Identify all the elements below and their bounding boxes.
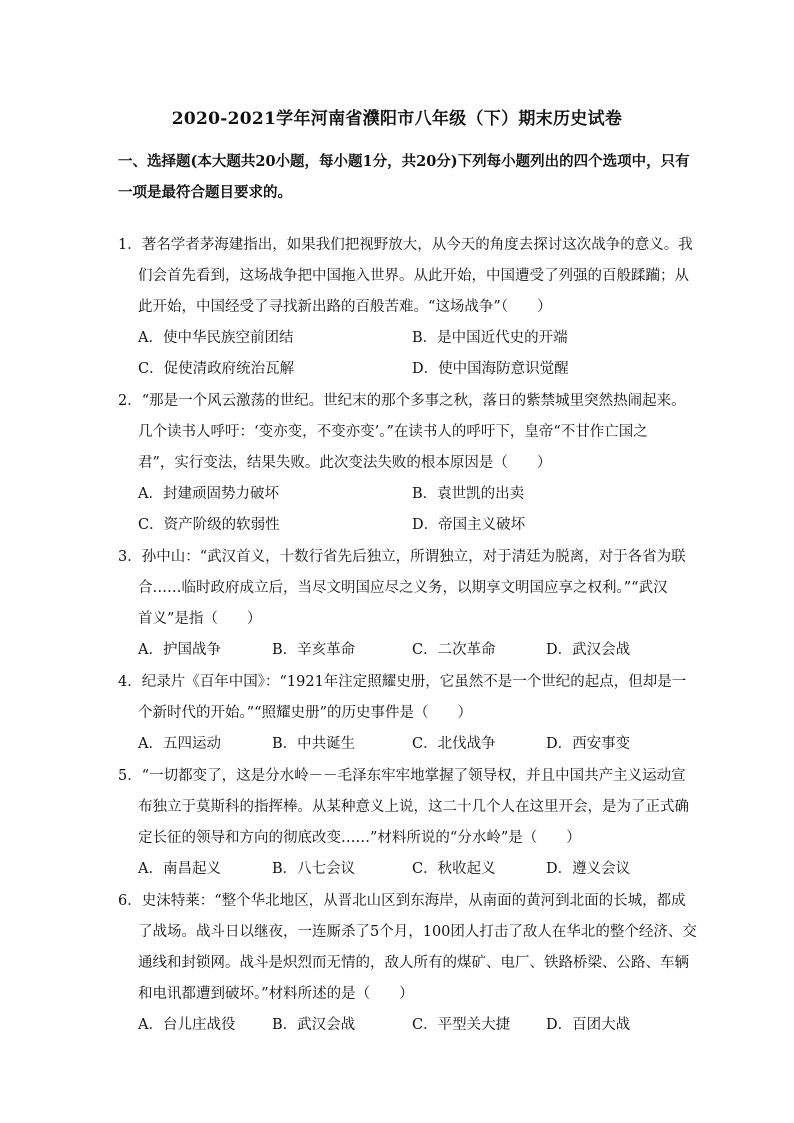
- question-5-option-b[interactable]: B．八七会议: [272, 861, 356, 877]
- question-6-line-1: 6．史沫特莱：“整个华北地区，从晋北山区到东海岸，从南面的黄河到北面的长城，都成: [118, 893, 686, 909]
- question-4-line-2: 个新时代的开始。”“照耀史册”的历史事件是（ ）: [138, 705, 472, 721]
- section-heading: [118, 146, 690, 208]
- question-5-option-c[interactable]: C．秋收起义: [412, 861, 496, 877]
- question-6-option-c[interactable]: C．平型关大捷: [412, 1017, 511, 1033]
- question-3-line-3: 首义”是指（ ）: [138, 611, 262, 627]
- question-3-option-a[interactable]: A．护国战争: [138, 642, 221, 658]
- question-1-option-a[interactable]: A．使中华民族空前团结: [138, 330, 294, 346]
- section-heading-line-1: 一、选择题(本大题共20小题，每小题1分，共20分)下列每小题列出的四个选项中，只有: [118, 153, 690, 170]
- question-5-line-1: 5．“一切都变了，这是分水岭－－毛泽东牢牢地掌握了领导权，并且中国共产主义运动宣: [118, 768, 686, 784]
- question-3-option-d[interactable]: D．武汉会战: [546, 642, 631, 658]
- page-title: 2020-2021学年河南省濮阳市八年级（下）期末历史试卷: [171, 109, 623, 129]
- question-6-option-a[interactable]: A．台儿庄战役: [138, 1017, 236, 1033]
- question-2-line-3: 君”，实行变法，结果失败。此次变法失败的根本原因是（ ）: [138, 455, 552, 471]
- question-4-option-b[interactable]: B．中共诞生: [272, 736, 356, 752]
- question-4-option-d[interactable]: D．西安事变: [546, 736, 631, 752]
- question-2-option-a[interactable]: A．封建顽固势力破坏: [138, 486, 279, 502]
- question-3-line-2: 合……临时政府成立后，当尽文明国应尽之义务，以期享文明国应享之权利。”“武汉: [138, 580, 668, 596]
- question-2-line-1: 2．“那是一个风云激荡的世纪。世纪末的那个多事之秋，落日的紫禁城里突然热闹起来。: [118, 393, 686, 409]
- question-2-option-d[interactable]: D．帝国主义破坏: [412, 517, 526, 533]
- question-5-option-d[interactable]: D．遵义会议: [546, 861, 631, 877]
- question-4-line-1: 4．纪录片《百年中国》：“1921年注定照耀史册，它虽然不是一个世纪的起点，但却是一: [118, 674, 687, 690]
- question-6-line-4: 和电讯都遭到破坏。”材料所述的是（ ）: [138, 986, 414, 1002]
- section-heading-line-2: 一项是最符合题目要求的。: [118, 184, 292, 201]
- question-1-option-c[interactable]: C．促使清政府统治瓦解: [138, 361, 295, 377]
- question-4-option-c[interactable]: C．北伐战争: [412, 736, 496, 752]
- question-1-line-1: 1．著名学者茅海建指出，如果我们把视野放大，从今天的角度去探讨这次战争的意义。我: [118, 237, 693, 253]
- question-5-line-2: 布独立于莫斯科的指挥棒。从某种意义上说，这二十几个人在这里开会，是为了正式确: [138, 799, 689, 815]
- question-1-line-2: 们会首先看到，这场战争把中国拖入世界。从此开始，中国遭受了列强的百般蹂躏；从: [138, 268, 689, 284]
- question-1-option-d[interactable]: D．使中国海防意识觉醒: [412, 361, 569, 377]
- question-6-line-2: 了战场。战斗日以继夜，一连厮杀了5个月，100团人打击了敌人在华北的整个经济、交: [138, 924, 697, 940]
- question-1-line-3: 此开始，中国经受了寻找新出路的百般苦难。“这场战争”（ ）: [138, 299, 552, 315]
- question-6-option-b[interactable]: B．武汉会战: [272, 1017, 356, 1033]
- question-5-line-3: 定长征的领导和方向的彻底改变……”材料所说的“分水岭”是（ ）: [138, 830, 581, 846]
- question-3-line-1: 3．孙中山：“武汉首义，十数行省先后独立，所谓独立，对于清廷为脱离，对于各省为联: [118, 549, 686, 565]
- question-1-option-b[interactable]: B．是中国近代史的开端: [412, 330, 568, 346]
- question-3-option-c[interactable]: C．二次革命: [412, 642, 496, 658]
- question-3-option-b[interactable]: B．辛亥革命: [272, 642, 356, 658]
- question-2-option-c[interactable]: C．资产阶级的软弱性: [138, 517, 280, 533]
- question-2-option-b[interactable]: B．袁世凯的出卖: [412, 486, 525, 502]
- question-4-option-a[interactable]: A．五四运动: [138, 736, 221, 752]
- question-2-line-2: 几个读书人呼吁：‘变亦变，不变亦变’。”在读书人的呼吁下，皇帝“不甘作亡国之: [138, 424, 648, 440]
- question-6-option-d[interactable]: D．百团大战: [546, 1017, 631, 1033]
- question-5-option-a[interactable]: A．南昌起义: [138, 861, 221, 877]
- question-6-line-3: 通线和封锁网。战斗是炽烈而无情的，敌人所有的煤矿、电厂、铁路桥梁、公路、车辆: [138, 955, 689, 971]
